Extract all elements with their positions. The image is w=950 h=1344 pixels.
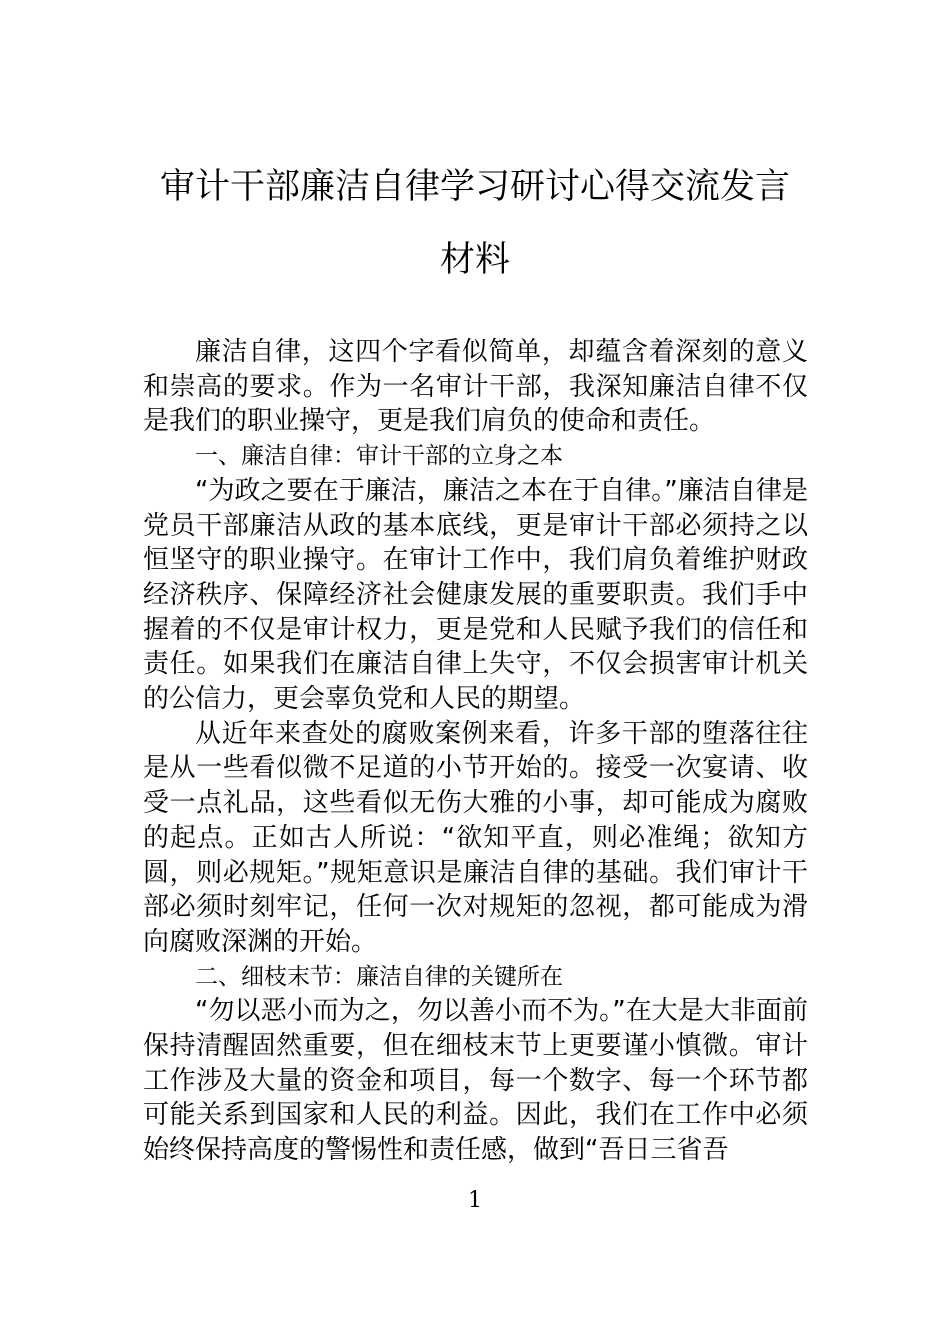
page-number: 1 bbox=[468, 1188, 482, 1213]
paragraph-section1-a: “为政之要在于廉洁，廉洁之本在于自律。”廉洁自律是党员干部廉洁从政的基本底线，更是审计干部必须持之以恒坚守的职业操守。在审计工作中，我们肩负着维护财政经济秩序、保障经济社会健康发展的重要职责。我们手中握着的不仅是审计权力，更是党和人民赋予我们的信任和责任。如果我们在廉洁自律上失守，不仅会损害审计机关的公信力，更会辜负党和人民的期望。 bbox=[143, 475, 808, 715]
paragraph-section1-b: 从近年来查处的腐败案例来看，许多干部的堕落往往是从一些看似微不足道的小节开始的。接受一次宴请、收受一点礼品，这些看似无伤大雅的小事，却可能成为腐败的起点。正如古人所说：“欲知平直，则必准绳；欲知方圆，则必规矩。”规矩意识是廉洁自律的基础。我们审计干部必须时刻牢记，任何一次对规矩的忽视，都可能成为滑向腐败深渊的开始。 bbox=[143, 718, 808, 957]
paragraph-intro: 廉洁自律，这四个字看似简单，却蕴含着深刻的意义和崇高的要求。作为一名审计干部，我深知廉洁自律不仅是我们的职业操守，更是我们肩负的使命和责任。 bbox=[143, 337, 808, 437]
section-heading-2: 二、细枝末节：廉洁自律的关键所在 bbox=[195, 963, 563, 990]
document-body bbox=[143, 335, 808, 1168]
title-line-1: 审计干部廉洁自律学习研讨心得交流发言 bbox=[159, 167, 790, 207]
title-line-2: 材料 bbox=[439, 240, 510, 280]
section-heading-1: 一、廉洁自律：审计干部的立身之本 bbox=[195, 443, 563, 470]
paragraph-section2-a: “勿以恶小而为之，勿以善小而不为。”在大是大非面前保持清醒固然重要，但在细枝末节上更要谨小慎微。审计工作涉及大量的资金和项目，每一个数字、每一个环节都可能关系到国家和人民的利益。因此，我们在工作中必须始终保持高度的警惕性和责任感，做到“吾日三省吾 bbox=[143, 996, 808, 1166]
document-title bbox=[100, 167, 850, 280]
